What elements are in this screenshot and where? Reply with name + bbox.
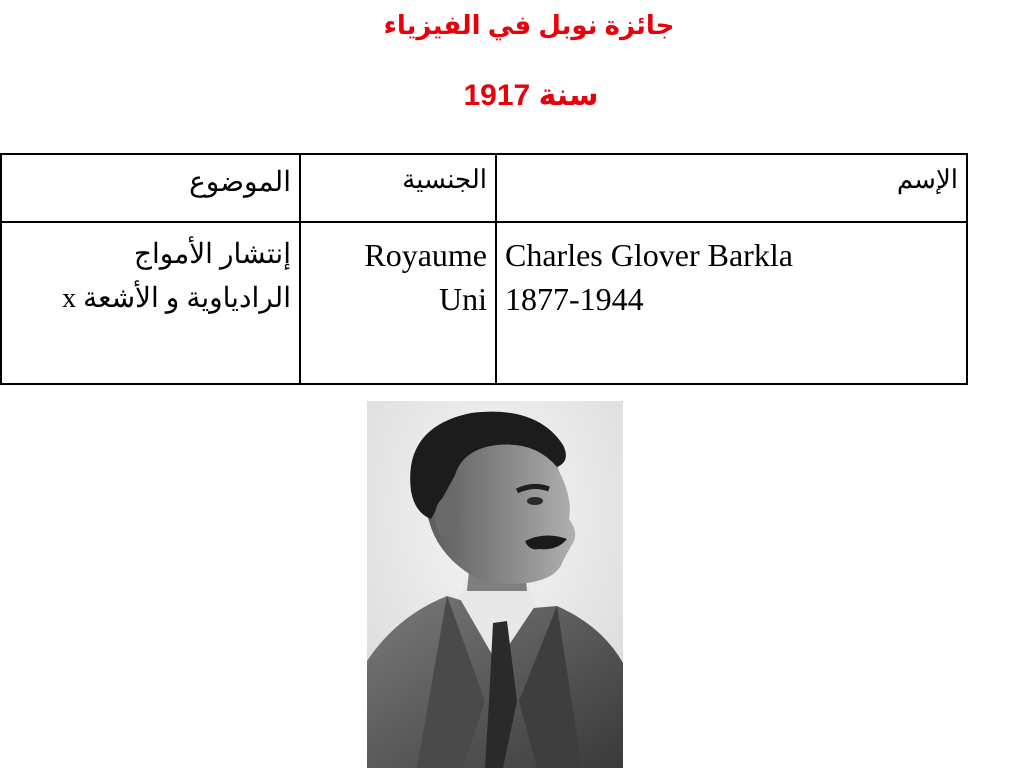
table-header-row — [1, 154, 967, 222]
topic-line-1: إنتشار الأمواج — [133, 239, 291, 270]
laureate-table — [0, 153, 968, 385]
nationality-line-1: Royaume — [364, 237, 487, 273]
header-topic: الموضوع — [1, 154, 300, 222]
header-name: الإسم — [496, 154, 967, 222]
name-line-1: Charles Glover Barkla — [505, 237, 793, 273]
cell-topic — [1, 222, 300, 384]
portrait-photo — [367, 401, 623, 768]
name-line-2: 1877-1944 — [505, 281, 644, 317]
year-subtitle: سنة 1917 — [463, 79, 599, 112]
topic-line-2: الرادياوية و الأشعة x — [62, 283, 291, 314]
cell-name — [496, 222, 967, 384]
table-row — [1, 222, 967, 384]
page-title: جائزة نوبل في الفيزياء — [383, 10, 675, 40]
cell-nationality — [300, 222, 496, 384]
portrait-illustration — [367, 401, 623, 768]
header-nationality: الجنسية — [300, 154, 496, 222]
nationality-line-2: Uni — [439, 281, 487, 317]
